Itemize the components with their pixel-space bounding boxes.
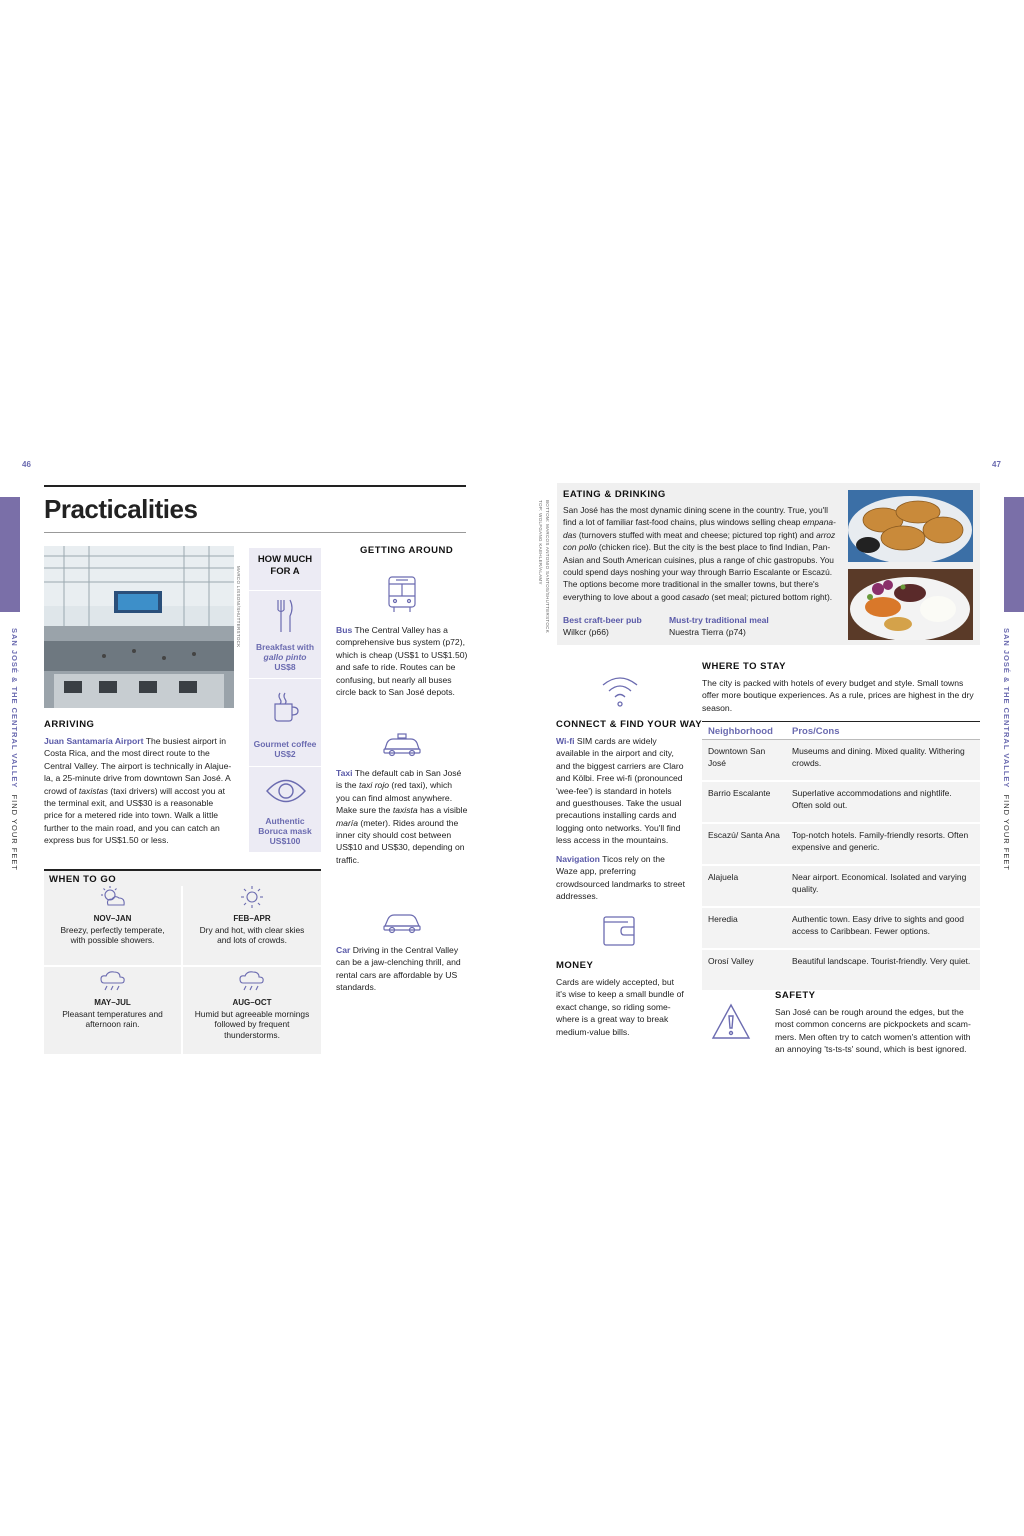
how-much-separator bbox=[249, 590, 321, 591]
season-feb-apr: FEB–APR Dry and hot, with clear skies and lots of crowds. bbox=[183, 885, 321, 946]
arriving-heading: ARRIVING bbox=[44, 719, 95, 730]
chapter-tab-left bbox=[0, 497, 20, 612]
safety-heading: SAFETY bbox=[775, 990, 816, 1001]
where-to-stay-intro: The city is packed with hotels of every budget and style. Small towns offer more boutique experiences. As a rule, prices are highest in the dry season. bbox=[702, 678, 974, 713]
table-row: Heredia Authentic town. Easy drive to sights and good access to Caribbean. Fewer options. bbox=[702, 907, 980, 949]
photo-credit-right-bottom: BOTTOM: MARCOS ANTONIO SANTOS/SHUTTERSTOCK bbox=[545, 500, 550, 634]
eating-text: San José has the most dynamic dining scene in the country. True, you'll find a lot of familiar fast-food chains, plus windows selling cheap empana-das (turnovers stuffed with meat and cheese; pictured top right) and arroz con pollo (chicken rice). But the city is the best place to find Indian, Pan-Asian and South American cuisines, plus a range of chic gastropubs. You could spend days noshing your way through Barrio Escalante or Escazú. The options become more traditional in the smaller towns, but there's everything to love about a good casado (set meal; pictured bottom right). bbox=[563, 505, 836, 602]
how-much-item-mask: Authentic Boruca mask US$100 bbox=[258, 816, 312, 846]
safety-text: San José can be rough around the edges, but the most common concerns are pickpockets and scam-mers. Men often try to catch women's attention with an annoying 'ts-ts-ts' sound, which is best ignored. bbox=[775, 1007, 971, 1055]
navigation-text: Navigation Ticos rely on the Waze app, preferring crowdsourced landmarks to street addresses. bbox=[556, 854, 685, 902]
wallet-icon bbox=[602, 913, 638, 949]
table-row: Barrio Escalante Superlative accommodations and nightlife. Often sold out. bbox=[702, 781, 980, 823]
rain-cloud-icon bbox=[98, 969, 128, 993]
rain-cloud-icon bbox=[237, 969, 267, 993]
how-much-item-coffee: Gourmet coffee US$2 bbox=[253, 739, 317, 759]
wifi-label: Wi-fi bbox=[556, 736, 575, 746]
table-row: Downtown San José Museums and dining. Mixed quality. Withering crowds. bbox=[702, 740, 980, 782]
table-row: Escazú/ Santa Ana Top-notch hotels. Family-friendly resorts. Often expensive and generic. bbox=[702, 823, 980, 865]
eating-heading: EATING & DRINKING bbox=[563, 489, 666, 500]
when-to-go-box bbox=[44, 871, 321, 1054]
section-name: FIND YOUR FEET bbox=[10, 794, 19, 871]
car-label: Car bbox=[336, 945, 351, 955]
page-title: Practicalities bbox=[44, 494, 198, 524]
col-pros-cons: Pros/Cons bbox=[786, 722, 980, 740]
money-text: Cards are widely accepted, but it's wise to keep a small bundle of exact change, so riding some-where is a great way to break medium-value bills. bbox=[556, 977, 684, 1037]
bus-icon bbox=[386, 574, 418, 614]
season-nov-jan: NOV–JAN Breezy, perfectly temperate, with possible showers. bbox=[44, 885, 181, 946]
partly-cloudy-icon bbox=[98, 885, 128, 909]
bus-text: Bus The Central Valley has a comprehensive bus system (p72), which is cheap (US$1 to US$1.50) and safe to ride. Routes can be confusing, but nearly all buses circle back to San José depots. bbox=[336, 625, 468, 698]
casado-photo bbox=[848, 569, 973, 640]
season-aug-oct: AUG–OCT Humid but agreeable mornings followed by frequent thunderstorms. bbox=[183, 969, 321, 1041]
navigation-label: Navigation bbox=[556, 854, 600, 864]
connect-heading: CONNECT & FIND YOUR WAY bbox=[556, 719, 703, 730]
getting-around-heading: GETTING AROUND bbox=[360, 545, 454, 556]
must-try-meal: Must-try traditional meal Nuestra Tierra (p74) bbox=[669, 615, 769, 638]
when-to-go-divider bbox=[44, 965, 321, 967]
page-number-right: 47 bbox=[992, 460, 1001, 469]
section-name: FIND YOUR FEET bbox=[1002, 794, 1011, 871]
how-much-heading: HOW MUCH FOR A bbox=[257, 554, 313, 577]
wifi-text: Wi-fi SIM cards are widely available in the airport and city, and the biggest carriers are Claro and Kölbi. Free wi-fi (pronounced 'wee-fee') is standard in hotels and guesthouses. Take the usual precautions installing cards and logging onto networks. You'll find less access in the mountains. bbox=[556, 736, 684, 846]
how-much-box bbox=[249, 548, 321, 852]
warning-icon bbox=[710, 1002, 752, 1042]
photo-credit-right-top: TOP: WOLFGANG KAEHLER/ALAMY bbox=[538, 500, 543, 585]
wifi-icon bbox=[600, 673, 640, 709]
table-row: Orosí Valley Beautiful landscape. Tourist-friendly. Very quiet. bbox=[702, 949, 980, 991]
airport-terminal-photo bbox=[44, 546, 234, 708]
coffee-cup-icon bbox=[271, 690, 301, 724]
where-to-stay-heading: WHERE TO STAY bbox=[702, 661, 786, 672]
car-text: Car Driving in the Central Valley can be a jaw-clenching thrill, and rental cars are affordable by US standards. bbox=[336, 945, 461, 993]
where-to-stay-table bbox=[702, 721, 980, 992]
title-rule-bottom bbox=[44, 532, 466, 533]
side-chapter-label-right bbox=[1002, 628, 1011, 871]
taxi-text: Taxi The default cab in San José is the taxi rojo (red taxi), which you can find almost anywhere. Make sure the taxista has a visible maría (meter). Rides around the inner city should cost between US$10 and US$30, depending on traffic. bbox=[336, 768, 468, 865]
chapter-name: SAN JOSÉ & THE CENTRAL VALLEY bbox=[10, 628, 19, 789]
when-to-go-heading: WHEN TO GO bbox=[49, 874, 117, 885]
col-neighborhood: Neighborhood bbox=[702, 722, 786, 740]
money-heading: MONEY bbox=[556, 960, 594, 971]
season-may-jul: MAY–JUL Pleasant temperatures and afternoon rain. bbox=[44, 969, 181, 1030]
table-row: Alajuela Near airport. Economical. Isolated and varying quality. bbox=[702, 865, 980, 907]
fork-knife-icon bbox=[275, 598, 295, 634]
how-much-separator bbox=[249, 678, 321, 679]
side-chapter-label-left bbox=[10, 628, 19, 871]
best-craft-beer: Best craft-beer pub Wilkcr (p66) bbox=[563, 615, 642, 638]
arriving-text: Juan Santamaría Airport The busiest airport in Costa Rica, and the most direct route to the Central Valley. The airport is technically in Alajue-la, a 25-minute drive from downtown San José. A crowd of taxistas (taxi drivers) will accost you at the terminal exit, and US$30 is a reasonable price for a metered ride into town. Walk a little further to the main road, and you can catch an express bus for US$1.50 or less. bbox=[44, 736, 232, 846]
page-number-left: 46 bbox=[22, 460, 31, 469]
car-icon bbox=[382, 912, 422, 934]
empanadas-photo bbox=[848, 490, 973, 562]
title-rule-top bbox=[44, 485, 466, 487]
chapter-name: SAN JOSÉ & THE CENTRAL VALLEY bbox=[1002, 628, 1011, 789]
taxi-icon bbox=[382, 733, 422, 757]
how-much-item-breakfast: Breakfast with gallo pinto US$8 bbox=[255, 642, 315, 672]
eye-icon bbox=[265, 774, 307, 808]
chapter-tab-right bbox=[1004, 497, 1024, 612]
photo-credit-left: MARCO LISSONI/SHUTTERSTOCK bbox=[236, 566, 241, 648]
sun-icon bbox=[237, 885, 267, 909]
table-header bbox=[702, 722, 980, 740]
eating-drinking-box bbox=[557, 483, 980, 645]
how-much-separator bbox=[249, 766, 321, 767]
taxi-label: Taxi bbox=[336, 768, 353, 778]
airport-link[interactable]: Juan Santamaría Airport bbox=[44, 736, 144, 746]
bus-label: Bus bbox=[336, 625, 353, 635]
